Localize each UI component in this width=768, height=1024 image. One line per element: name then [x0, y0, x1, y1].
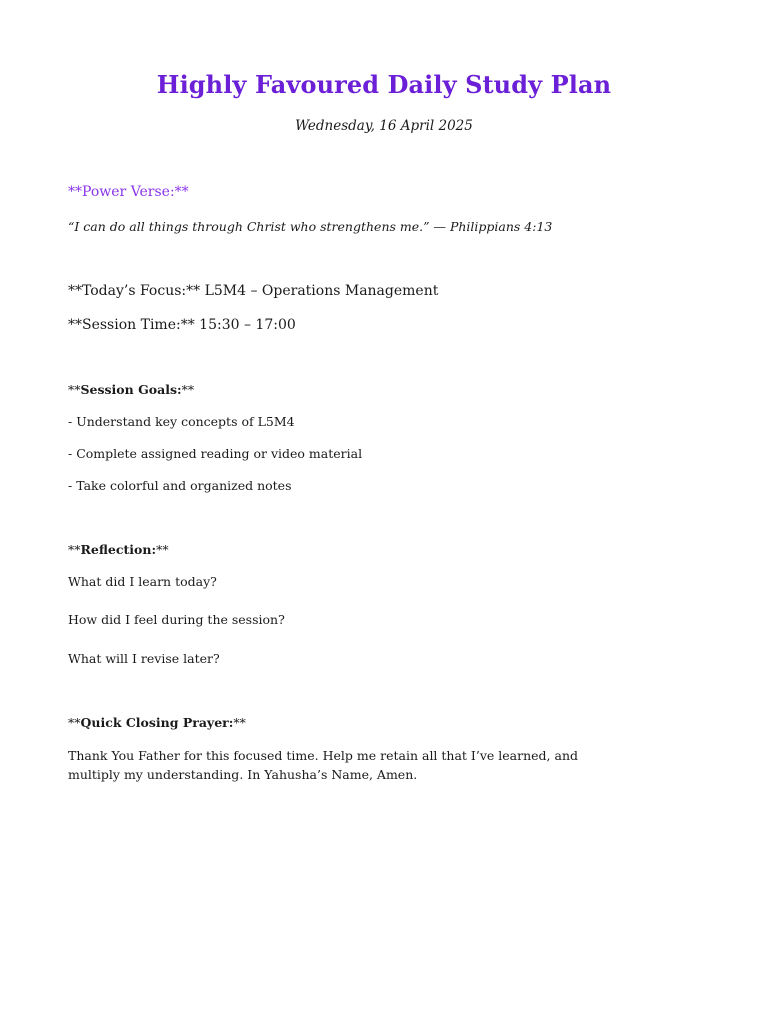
- reflection-question: What did I learn today?: [68, 574, 217, 589]
- heading-label: Session Goals:: [80, 382, 182, 397]
- session-goals-heading: [68, 382, 194, 397]
- power-verse-heading: **Power Verse:**: [68, 184, 189, 200]
- goal-item: - Understand key concepts of L5M4: [68, 414, 295, 429]
- heading-suffix: **: [181, 382, 195, 397]
- heading-prefix: **: [68, 542, 81, 557]
- reflection-question: What will I revise later?: [68, 651, 220, 666]
- heading-suffix: **: [233, 715, 246, 730]
- heading-prefix: **: [68, 382, 81, 397]
- goal-item: - Complete assigned reading or video material: [68, 446, 363, 461]
- document-title: Highly Favoured Daily Study Plan: [156, 70, 612, 99]
- session-time: **Session Time:** 15:30 – 17:00: [68, 317, 296, 333]
- heading-label: Quick Closing Prayer:: [80, 715, 234, 730]
- closing-prayer-heading: [68, 715, 246, 730]
- todays-focus: **Today’s Focus:** L5M4 – Operations Management: [68, 283, 439, 299]
- document-date: Wednesday, 16 April 2025: [295, 118, 473, 134]
- heading-label: Reflection:: [80, 542, 157, 557]
- reflection-question: How did I feel during the session?: [68, 612, 285, 627]
- power-verse-text: “I can do all things through Christ who strengthens me.” — Philippians 4:13: [68, 219, 553, 234]
- goal-item: - Take colorful and organized notes: [68, 478, 292, 493]
- heading-suffix: **: [156, 542, 169, 557]
- reflection-heading: [68, 542, 169, 557]
- heading-prefix: **: [68, 715, 81, 730]
- closing-prayer-text: Thank You Father for this focused time. Help me retain all that I’ve learned, and multiply my understanding. In Yahusha’s Name, Amen.: [68, 748, 578, 782]
